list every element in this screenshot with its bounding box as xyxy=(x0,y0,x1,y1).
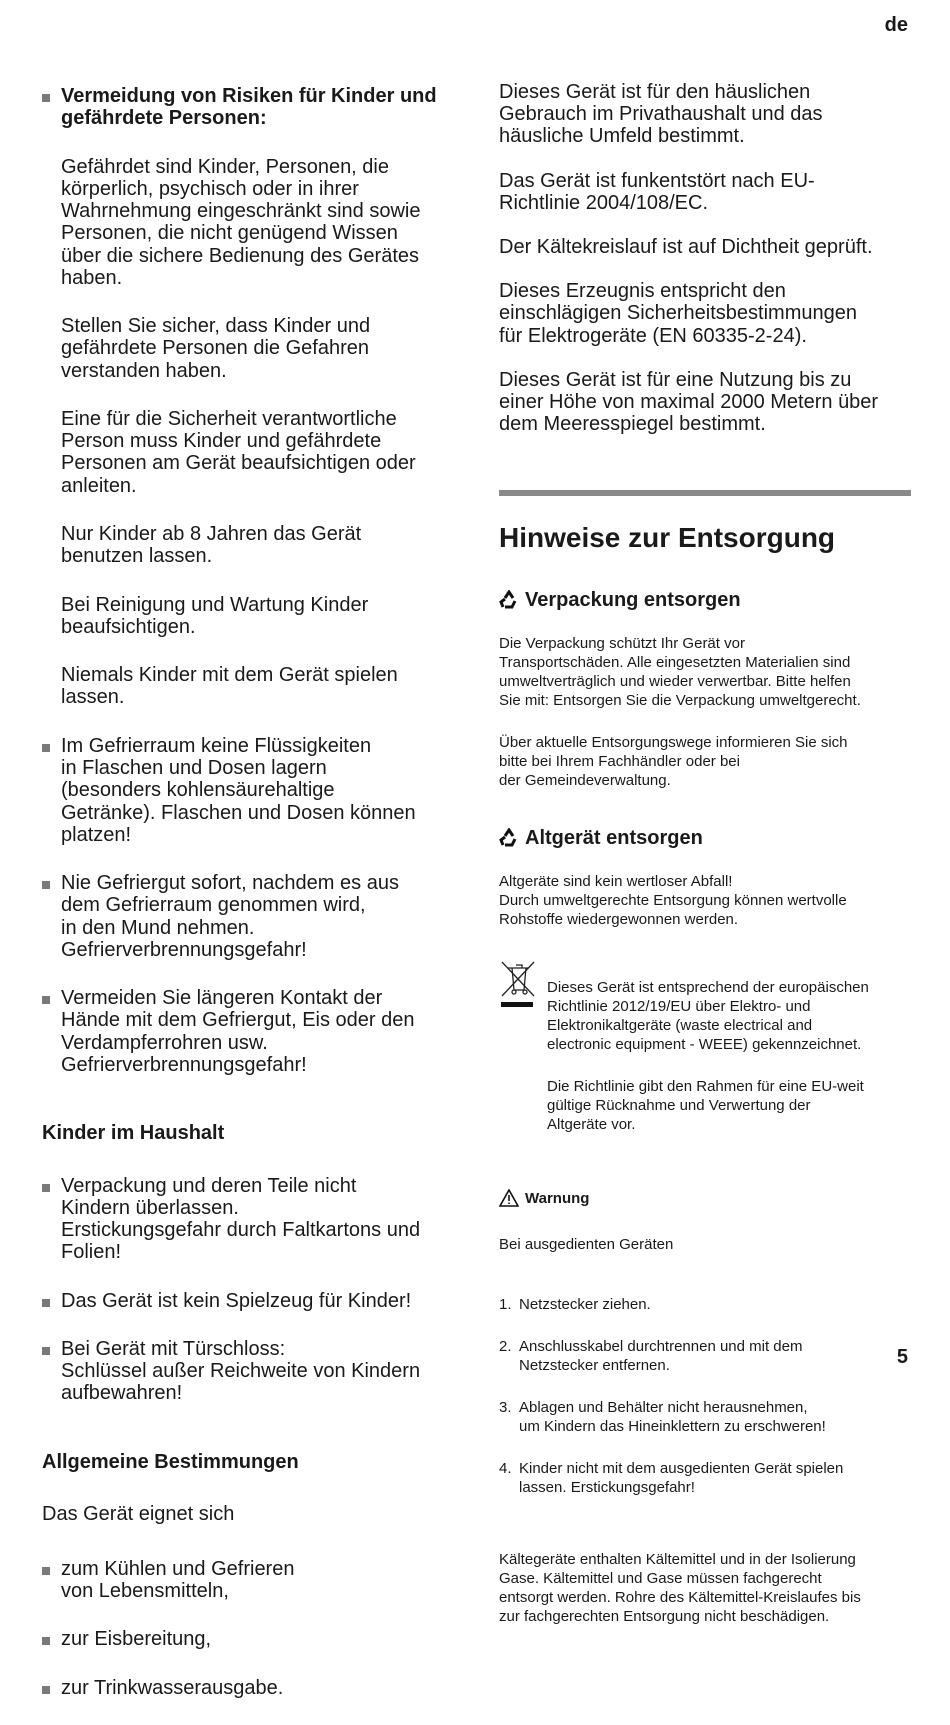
paragraph: Eine für die Sicherheit verantwortliche Person muss Kinder und gefährdete Personen am Gerät beaufsichtigen oder anleiten. xyxy=(61,408,416,497)
list-item: zur Trinkwasserausgabe. xyxy=(42,1677,462,1699)
paragraph: Altgeräte sind kein wertloser Abfall! Durch umweltgerechte Entsorgung können wertvolle Rohstoffe wiedergewonnen werden. xyxy=(499,873,847,929)
disposal-steps xyxy=(499,1277,911,1520)
paragraph: Das Gerät ist funkentstört nach EU- Richtlinie 2004/108/EC. xyxy=(499,169,815,214)
list-item: Das Gerät ist kein Spielzeug für Kinder! xyxy=(42,1290,462,1312)
section-title: Hinweise zur Entsorgung xyxy=(499,522,836,554)
recycle-icon xyxy=(499,828,519,848)
section-divider xyxy=(499,490,911,496)
paragraph: Bei ausgedienten Geräten xyxy=(499,1236,674,1254)
paragraph: Dieses Erzeugnis entspricht den einschlägigen Sicherheitsbestimmungen für Elektrogeräte (EN 60335-2-24). xyxy=(499,280,857,347)
weee-notice xyxy=(499,960,911,1157)
language-label: de xyxy=(884,14,908,36)
list-item: Verpackung und deren Teile nicht Kindern überlassen. Erstickungsgefahr durch Faltkartons und Folien! xyxy=(42,1175,462,1264)
paragraph: Stellen Sie sicher, dass Kinder und gefährdete Personen die Gefahren verstanden haben. xyxy=(61,315,371,382)
paragraph: Gefährdet sind Kinder, Personen, die körperlich, psychisch oder in ihrer Wahrnehmung eingeschränkt sind sowie Personen, die nicht genügend Wissen über die sichere Bedienung des Gerätes haben. xyxy=(61,155,421,289)
list-item: zur Eisbereitung, xyxy=(42,1628,462,1650)
list-item: zum Kühlen und Gefrieren von Lebensmitteln, xyxy=(42,1558,462,1602)
warning-icon xyxy=(499,1189,519,1207)
paragraph: Dieses Gerät ist für den häuslichen Gebrauch im Privathaushalt und das häusliche Umfeld bestimmt. xyxy=(499,81,823,148)
risk-heading: Vermeidung von Risiken für Kinder und gefährdete Personen: xyxy=(42,85,462,129)
list-item: 2. Anschlusskabel durchtrennen und mit dem Netzstecker entfernen. xyxy=(499,1338,803,1375)
list-item: Bei Gerät mit Türschloss: Schlüssel außer Reichweite von Kindern aufbewahren! xyxy=(42,1338,462,1405)
list-item: Nie Gefriergut sofort, nachdem es aus dem Gefrierraum genommen wird, in den Mund nehmen. Gefrierverbrennungsgefahr! xyxy=(42,872,462,961)
list-item: 1. Netzstecker ziehen. xyxy=(499,1296,651,1314)
paragraph: Niemals Kinder mit dem Gerät spielen lassen. xyxy=(61,664,398,709)
weee-bin-icon xyxy=(499,960,537,1012)
paragraph: Nur Kinder ab 8 Jahren das Gerät benutzen lassen. xyxy=(61,523,362,568)
right-column xyxy=(499,63,911,1649)
paragraph: Bei Reinigung und Wartung Kinder beaufsichtigen. xyxy=(61,593,369,638)
paragraph: Die Richtlinie gibt den Rahmen für eine EU-weit gültige Rücknahme und Verwertung der Altgeräte vor. xyxy=(547,1078,864,1134)
paragraph: Dieses Gerät ist für eine Nutzung bis zu einer Höhe von maximal 2000 Metern über dem Meeresspiegel bestimmt. xyxy=(499,368,879,436)
paragraph: Das Gerät eignet sich xyxy=(42,1503,235,1526)
paragraph: Kältegeräte enthalten Kältemittel und in der Isolierung Gase. Kältemittel und Gase müssen fachgerecht entsorgt werden. Rohre des Kältemittel-Kreislaufes bis zur fachgerechten Entsorgung nicht beschädigen. xyxy=(499,1551,861,1626)
verpackung-heading: Verpackung entsorgen xyxy=(499,588,911,612)
paragraph: Die Verpackung schützt Ihr Gerät vor Transportschäden. Alle eingesetzten Materialien sind umweltverträglich und wieder verwertbar. Bitte helfen Sie mit: Entsorgen Sie die Verpackung umweltgerecht. xyxy=(499,635,861,710)
page-number: 5 xyxy=(896,1346,908,1368)
warning-heading: Warnung xyxy=(499,1189,911,1207)
list-item: 4. Kinder nicht mit dem ausgedienten Gerät spielen lassen. Erstickungsgefahr! xyxy=(499,1460,844,1497)
recycle-icon xyxy=(499,590,519,610)
list-item: Vermeiden Sie längeren Kontakt der Hände mit dem Gefriergut, Eis oder den Verdampferrohren usw. Gefrierverbrennungsgefahr! xyxy=(42,987,462,1076)
paragraph: Dieses Gerät ist entsprechend der europäischen Richtlinie 2012/19/EU über Elektro- und Elektronikaltgeräte (waste electrical and electronic equipment - WEEE) gekennzeichnet. xyxy=(547,979,869,1054)
list-item: Im Gefrierraum keine Flüssigkeiten in Flaschen und Dosen lagern (besonders kohlensäurehaltige Getränke). Flaschen und Dosen können platzen! xyxy=(42,735,462,846)
altgeraet-heading: Altgerät entsorgen xyxy=(499,826,911,850)
allgemeine-heading: Allgemeine Bestimmungen xyxy=(42,1450,299,1473)
left-column xyxy=(42,63,462,1725)
paragraph: Über aktuelle Entsorgungswege informieren Sie sich bitte bei Ihrem Fachhändler oder bei der Gemeindeverwaltung. xyxy=(499,734,848,790)
kinder-heading: Kinder im Haushalt xyxy=(42,1122,225,1145)
list-item: 3. Ablagen und Behälter nicht herausnehmen, um Kindern das Hineinklettern zu erschweren! xyxy=(499,1399,826,1436)
paragraph: Der Kältekreislauf ist auf Dichtheit geprüft. xyxy=(499,236,873,259)
